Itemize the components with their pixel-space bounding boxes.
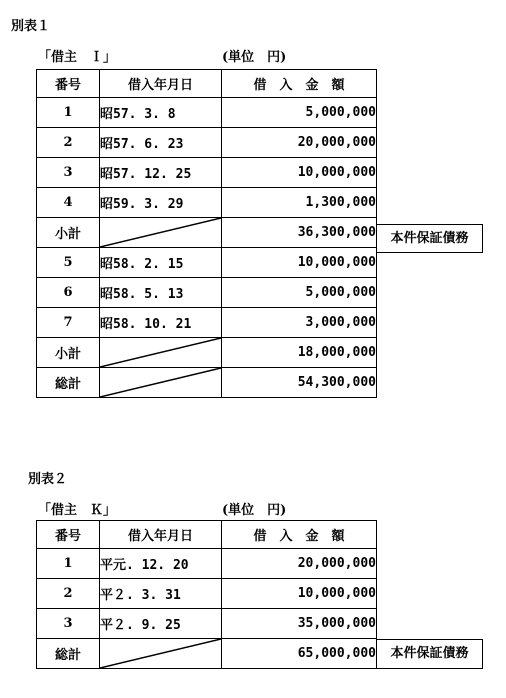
borrow-amount: 36,300,000 [222, 218, 377, 248]
borrow-amount: 5,000,000 [222, 98, 377, 128]
header-number: 番号 [37, 521, 100, 549]
borrow-date: 平２. 9. 25 [100, 609, 222, 639]
table-row [37, 128, 377, 158]
row-number: 7 [37, 308, 100, 338]
row-number: 総計 [37, 368, 100, 398]
row-number: 6 [37, 278, 100, 308]
diagonal-slash [100, 218, 221, 247]
borrow-amount: 18,000,000 [222, 338, 377, 368]
header-amount: 借 入 金 額 [222, 521, 377, 549]
borrow-date: 昭57. 3. 8 [100, 98, 222, 128]
table1-header-row [37, 70, 377, 98]
table2-grid [36, 520, 377, 669]
diagonal-slash [100, 639, 221, 668]
header-date: 借入年月日 [100, 521, 222, 549]
row-number: 3 [37, 158, 100, 188]
row-number: 1 [37, 98, 100, 128]
row-number: 3 [37, 609, 100, 639]
diagonal-slash [100, 368, 221, 397]
borrow-amount: 10,000,000 [222, 579, 377, 609]
table1-borrower: 「借主 Ｉ」 [38, 50, 117, 65]
borrow-date: 平元. 12. 20 [100, 549, 222, 579]
table-row [37, 158, 377, 188]
empty-date-cell [100, 218, 222, 248]
borrow-amount: 10,000,000 [222, 158, 377, 188]
table-row [37, 639, 377, 669]
borrow-date: 昭57. 6. 23 [100, 128, 222, 158]
table-row [37, 579, 377, 609]
table-row [37, 549, 377, 579]
table-row [37, 98, 377, 128]
header-amount: 借 入 金 額 [222, 70, 377, 98]
empty-date-cell [100, 639, 222, 669]
header-date: 借入年月日 [100, 70, 222, 98]
borrow-date: 昭57. 12. 25 [100, 158, 222, 188]
borrow-amount: 10,000,000 [222, 248, 377, 278]
table-row [37, 338, 377, 368]
table-row [37, 368, 377, 398]
empty-date-cell [100, 368, 222, 398]
table1-label: 別表１ [11, 19, 51, 34]
table-row [37, 218, 377, 248]
borrow-amount: 3,000,000 [222, 308, 377, 338]
table-row [37, 278, 377, 308]
row-number: 小計 [37, 218, 100, 248]
empty-date-cell [100, 338, 222, 368]
row-number: 1 [37, 549, 100, 579]
table1-guarantee-note: 本件保証債務 [376, 224, 483, 253]
row-number: 2 [37, 128, 100, 158]
row-number: 4 [37, 188, 100, 218]
table-row [37, 188, 377, 218]
borrow-amount: 5,000,000 [222, 278, 377, 308]
borrow-amount: 65,000,000 [222, 639, 377, 669]
borrow-date: 昭58. 2. 15 [100, 248, 222, 278]
borrow-date: 昭58. 10. 21 [100, 308, 222, 338]
borrow-amount: 20,000,000 [222, 128, 377, 158]
borrow-date: 平２. 3. 31 [100, 579, 222, 609]
row-number: 総計 [37, 639, 100, 669]
table-row [37, 308, 377, 338]
table2-borrower: 「借主 Ｋ」 [38, 503, 117, 518]
borrow-date: 昭58. 5. 13 [100, 278, 222, 308]
borrow-amount: 1,300,000 [222, 188, 377, 218]
table2-label: 別表２ [28, 472, 68, 487]
table1-unit: (単位 円) [222, 50, 287, 65]
table2-guarantee-note: 本件保証債務 [376, 639, 483, 669]
borrow-date: 昭59. 3. 29 [100, 188, 222, 218]
header-number: 番号 [37, 70, 100, 98]
borrow-amount: 35,000,000 [222, 609, 377, 639]
table1-grid [36, 69, 377, 398]
row-number: 2 [37, 579, 100, 609]
borrow-amount: 54,300,000 [222, 368, 377, 398]
table-row [37, 248, 377, 278]
diagonal-slash [100, 338, 221, 367]
table2-header-row [37, 521, 377, 549]
table2-unit: (単位 円) [222, 503, 287, 518]
borrow-amount: 20,000,000 [222, 549, 377, 579]
table-row [37, 609, 377, 639]
row-number: 小計 [37, 338, 100, 368]
row-number: 5 [37, 248, 100, 278]
